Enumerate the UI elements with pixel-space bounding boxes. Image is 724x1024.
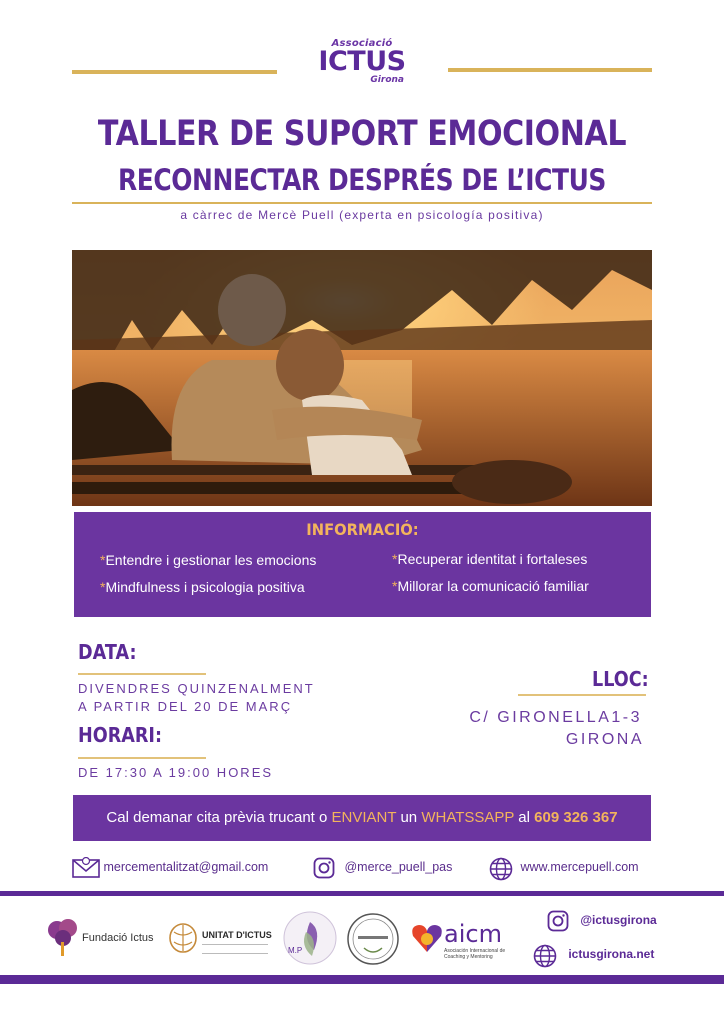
main-title: TALLER DE SUPORT EMOCIONAL <box>97 114 627 154</box>
instagram-icon <box>313 857 335 879</box>
email-text: mercementalitzat@gmail.com <box>103 860 269 874</box>
info-item-text: Recuperar identitat i fortaleses <box>397 551 588 567</box>
info-item-communication <box>392 578 589 594</box>
bullet-star: * <box>100 579 106 595</box>
fundacio-text: Fundació Ictus <box>82 932 154 944</box>
schedule-divider <box>78 757 206 759</box>
professional-seal <box>346 912 400 966</box>
date-line-1: DIVENDRES QUINZENALMENT <box>78 681 315 696</box>
info-item-text: Mindfulness i psicologia positiva <box>105 579 305 595</box>
mp-logo <box>282 910 338 966</box>
web-text: www.mercepuell.com <box>520 860 639 874</box>
place-divider <box>518 694 646 696</box>
phone-number[interactable]: 609 326 367 <box>534 809 618 826</box>
header-line-right <box>448 68 652 72</box>
place-line-2: GIRONA <box>565 731 644 748</box>
unitat-subtext-lines <box>202 944 268 954</box>
ictusgirona-instagram-text: @ictusgirona <box>580 913 657 928</box>
main-subtitle: RECONNECTAR DESPRÉS DE L’ICTUS <box>118 163 606 197</box>
logo-ictus-text: ICTUS <box>318 46 406 77</box>
brain-tree-icon <box>46 918 80 958</box>
date-heading: DATA: <box>78 640 137 664</box>
globe-icon <box>489 857 511 879</box>
schedule-heading: HORARI: <box>78 723 163 747</box>
bullet-star: * <box>100 552 106 568</box>
info-item-text: Entendre i gestionar les emocions <box>105 552 317 568</box>
date-divider <box>78 673 206 675</box>
info-item-text: Millorar la comunicació familiar <box>397 578 589 594</box>
aicm-text: aicm <box>444 920 502 948</box>
instagram-contact[interactable] <box>313 856 452 879</box>
web-contact[interactable] <box>489 856 639 879</box>
bullet-star: * <box>392 551 398 567</box>
title-divider <box>72 202 652 204</box>
instagram-icon <box>547 910 569 932</box>
logo-assoc-text: Associació <box>331 38 393 49</box>
footer-band-bottom <box>0 975 724 984</box>
ictus-girona-logo <box>312 38 412 94</box>
place-heading: LLOC: <box>592 667 649 691</box>
ictusgirona-web[interactable] <box>533 944 654 966</box>
call-text-1: Cal demanar cita prèvia trucant o <box>106 809 332 826</box>
aicm-heart-icon <box>410 922 444 954</box>
schedule-value: DE 17:30 A 19:00 HORES <box>78 765 274 780</box>
info-item-mindfulness <box>100 579 305 595</box>
call-highlight-whatsapp: WHATSSAPP <box>421 809 515 826</box>
info-item-identity <box>392 551 587 567</box>
info-heading: INFORMACIÓ: <box>306 520 419 539</box>
logo-girona-text: Girona <box>370 75 404 85</box>
ictusgirona-instagram[interactable] <box>547 910 657 932</box>
unitat-ictus-logo <box>168 920 274 960</box>
email-contact[interactable] <box>72 856 268 879</box>
footer-band-top <box>0 891 724 896</box>
info-panel <box>74 512 651 617</box>
aicm-subtext: Asociación Internacional de Coaching y Mentoring <box>444 948 506 960</box>
ictusgirona-web-text: ictusgirona.net <box>568 947 655 962</box>
speaker-line: a càrrec de Mercè Puell (experta en psicología positiva) <box>180 208 544 222</box>
mp-text: M.P <box>288 946 303 955</box>
globe-icon <box>533 944 555 966</box>
unitat-text: UNITAT D'ICTUS <box>202 930 272 940</box>
call-text-2: un <box>396 809 422 826</box>
call-highlight-send: ENVIANT <box>331 809 397 826</box>
header-line-left <box>72 70 277 74</box>
brain-icon <box>168 922 198 958</box>
fundacio-ictus-logo <box>46 918 166 958</box>
place-line-1: C/ GIRONELLA1-3 <box>469 709 642 726</box>
aicm-logo <box>410 918 514 962</box>
date-line-2: A PARTIR DEL 20 DE MARÇ <box>78 699 293 714</box>
call-text-3: al <box>514 809 535 826</box>
instagram-text: @merce_puell_pas <box>344 860 453 874</box>
appointment-banner <box>73 795 651 841</box>
info-item-emotions <box>100 552 316 568</box>
sunset-couple-photo <box>72 250 652 506</box>
mail-icon <box>72 857 94 879</box>
bullet-star: * <box>392 578 398 594</box>
